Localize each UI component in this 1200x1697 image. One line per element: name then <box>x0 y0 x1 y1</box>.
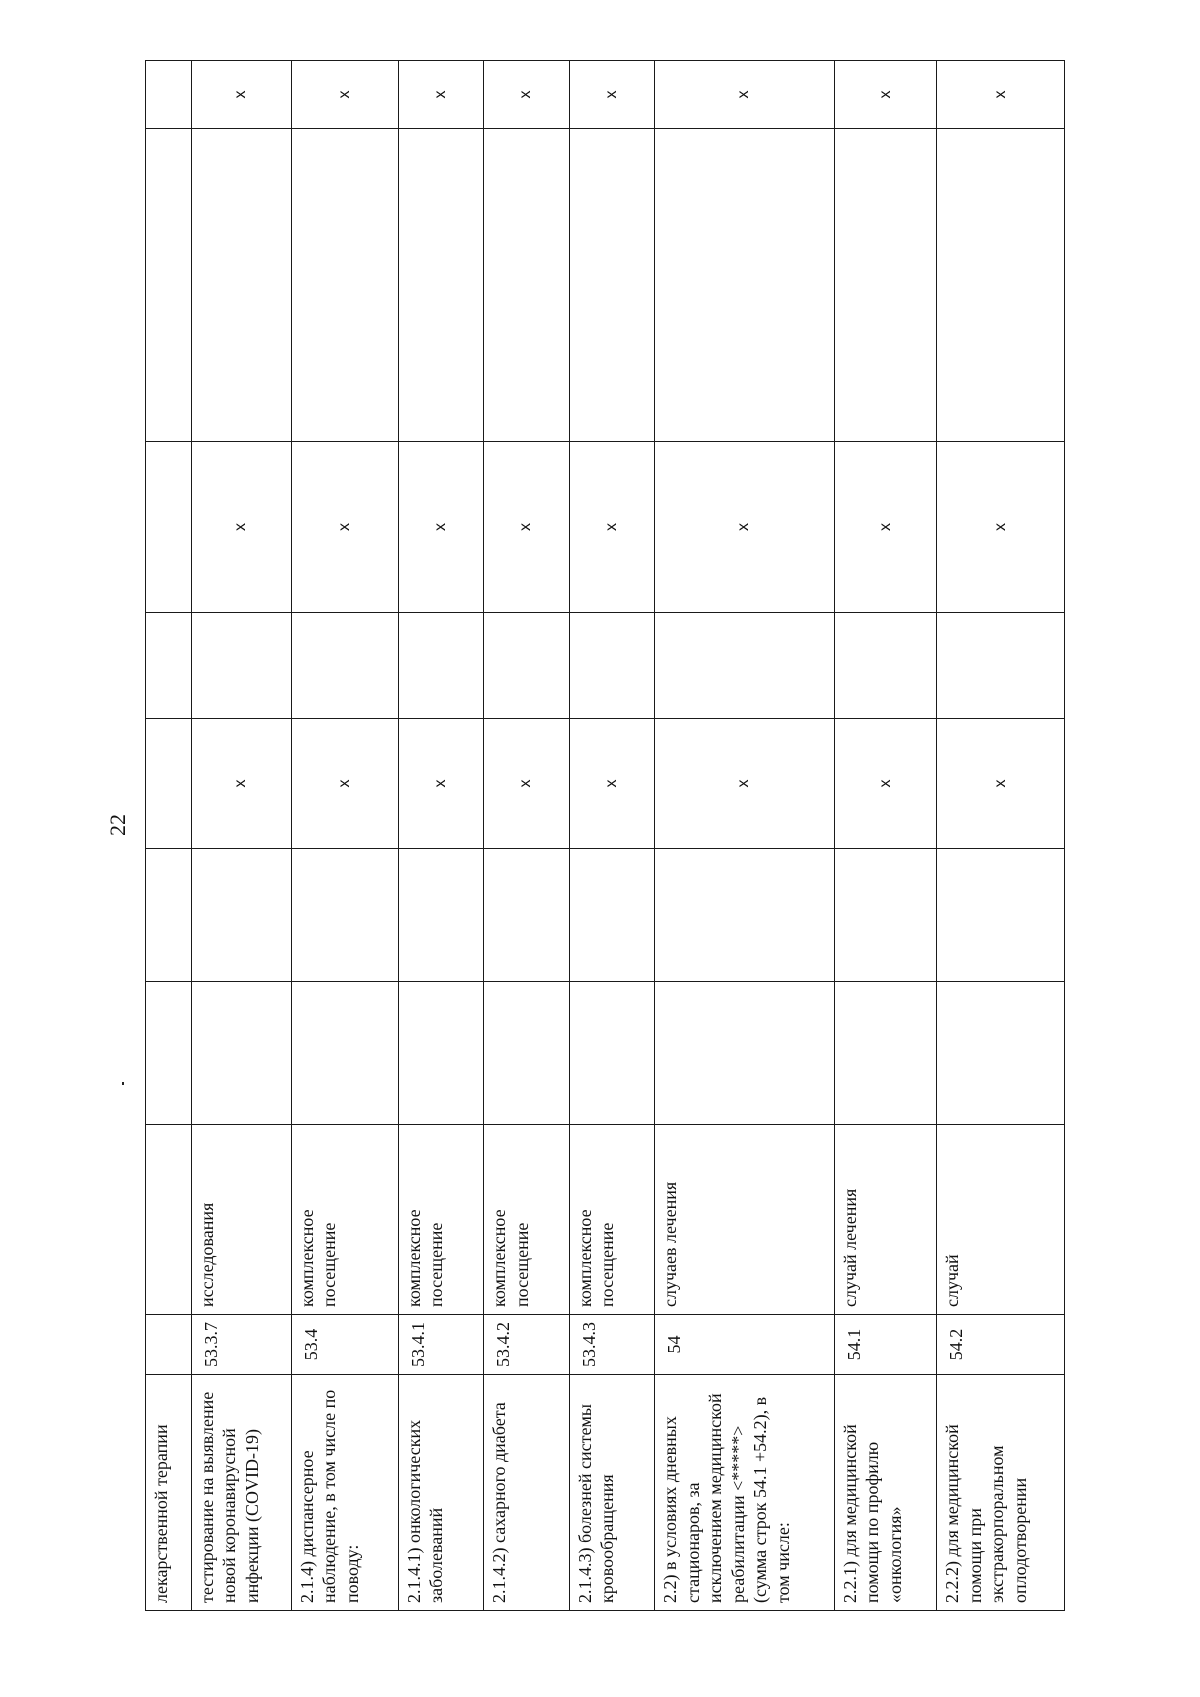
empty-cell <box>191 129 291 442</box>
table-row <box>484 61 569 1611</box>
x-mark: х <box>291 442 398 613</box>
row-code: 53.4.2 <box>484 1315 569 1375</box>
table-row <box>937 61 1065 1611</box>
x-mark: х <box>291 719 398 849</box>
x-mark: х <box>484 442 569 613</box>
row-code: 54 <box>655 1315 835 1375</box>
empty-cell <box>398 849 483 982</box>
empty-cell <box>937 982 1065 1125</box>
empty-cell <box>146 613 192 719</box>
table-row <box>655 61 835 1611</box>
row-unit: комплексное посещение <box>398 1125 483 1315</box>
x-mark: х <box>834 442 936 613</box>
empty-cell <box>569 849 654 982</box>
row-unit: случай <box>937 1125 1065 1315</box>
empty-cell <box>291 129 398 442</box>
empty-cell <box>834 849 936 982</box>
row-name: 2.1.4.1) онкологических заболеваний <box>398 1375 483 1611</box>
x-mark: х <box>655 442 835 613</box>
row-code <box>146 1315 192 1375</box>
row-name: лекарственной терапии <box>146 1375 192 1611</box>
empty-cell <box>655 613 835 719</box>
empty-cell <box>937 129 1065 442</box>
row-code: 54.2 <box>937 1315 1065 1375</box>
empty-cell <box>937 849 1065 982</box>
empty-cell <box>398 982 483 1125</box>
table-row <box>834 61 936 1611</box>
row-unit: комплексное посещение <box>569 1125 654 1315</box>
row-name: 2.2) в условиях дневных стационаров, за исключением медицинской реабилитации <*****> (сумма строк 54.1 +54.2), в том числе: <box>655 1375 835 1611</box>
x-mark: х <box>191 442 291 613</box>
empty-cell <box>484 849 569 982</box>
empty-cell <box>291 982 398 1125</box>
row-code: 53.4.1 <box>398 1315 483 1375</box>
table-row <box>291 61 398 1611</box>
empty-cell <box>398 129 483 442</box>
x-mark: х <box>191 719 291 849</box>
empty-cell <box>146 719 192 849</box>
empty-cell <box>937 613 1065 719</box>
x-mark: х <box>398 442 483 613</box>
empty-cell <box>146 129 192 442</box>
x-mark: х <box>191 61 291 129</box>
empty-cell <box>655 849 835 982</box>
x-mark: х <box>655 719 835 849</box>
row-code: 53.4.3 <box>569 1315 654 1375</box>
x-mark: х <box>655 61 835 129</box>
x-mark: х <box>484 719 569 849</box>
table-row <box>398 61 483 1611</box>
row-unit: исследования <box>191 1125 291 1315</box>
empty-cell <box>191 849 291 982</box>
empty-cell <box>484 613 569 719</box>
table-row <box>569 61 654 1611</box>
empty-cell <box>191 613 291 719</box>
x-mark: х <box>834 719 936 849</box>
rotated-table-container <box>145 61 1065 1611</box>
empty-cell <box>569 613 654 719</box>
empty-cell <box>655 982 835 1125</box>
x-mark: х <box>569 442 654 613</box>
table-row <box>146 61 192 1611</box>
row-name: 2.1.4.2) сахарного диабета <box>484 1375 569 1611</box>
row-unit: комплексное посещение <box>484 1125 569 1315</box>
x-mark: х <box>398 719 483 849</box>
x-mark: х <box>484 61 569 129</box>
row-unit <box>146 1125 192 1315</box>
empty-cell <box>655 129 835 442</box>
table-row <box>191 61 291 1611</box>
x-mark: х <box>291 61 398 129</box>
empty-cell <box>191 982 291 1125</box>
row-unit: случаев лечения <box>655 1125 835 1315</box>
empty-cell <box>146 849 192 982</box>
empty-cell <box>484 982 569 1125</box>
empty-cell <box>484 129 569 442</box>
empty-cell <box>834 613 936 719</box>
row-code: 53.3.7 <box>191 1315 291 1375</box>
empty-cell <box>146 442 192 613</box>
x-mark: х <box>569 719 654 849</box>
empty-cell <box>834 982 936 1125</box>
empty-cell <box>569 129 654 442</box>
row-name: тестирование на выявление новой коронавирусной инфекции (COVID-19) <box>191 1375 291 1611</box>
empty-cell <box>569 982 654 1125</box>
page-number: 22 <box>105 814 130 836</box>
x-mark: х <box>569 61 654 129</box>
empty-cell <box>146 982 192 1125</box>
empty-cell <box>291 613 398 719</box>
row-name: 2.1.4) диспансерное наблюдение, в том числе по поводу: <box>291 1375 398 1611</box>
x-mark: х <box>937 719 1065 849</box>
row-unit: случай лечения <box>834 1125 936 1315</box>
x-mark: х <box>834 61 936 129</box>
row-code: 53.4 <box>291 1315 398 1375</box>
row-name: 2.2.2) для медицинской помощи при экстракорпоральном оплодотворении <box>937 1375 1065 1611</box>
data-table <box>145 60 1065 1611</box>
row-name: 2.1.4.3) болезней системы кровообращения <box>569 1375 654 1611</box>
x-mark: х <box>398 61 483 129</box>
empty-cell <box>834 129 936 442</box>
scan-speck <box>122 1082 124 1085</box>
empty-cell <box>398 613 483 719</box>
x-mark: х <box>937 61 1065 129</box>
x-mark: х <box>937 442 1065 613</box>
row-code: 54.1 <box>834 1315 936 1375</box>
row-name: 2.2.1) для медицинской помощи по профилю «онкология» <box>834 1375 936 1611</box>
empty-cell <box>291 849 398 982</box>
row-unit: комплексное посещение <box>291 1125 398 1315</box>
empty-cell <box>146 61 192 129</box>
